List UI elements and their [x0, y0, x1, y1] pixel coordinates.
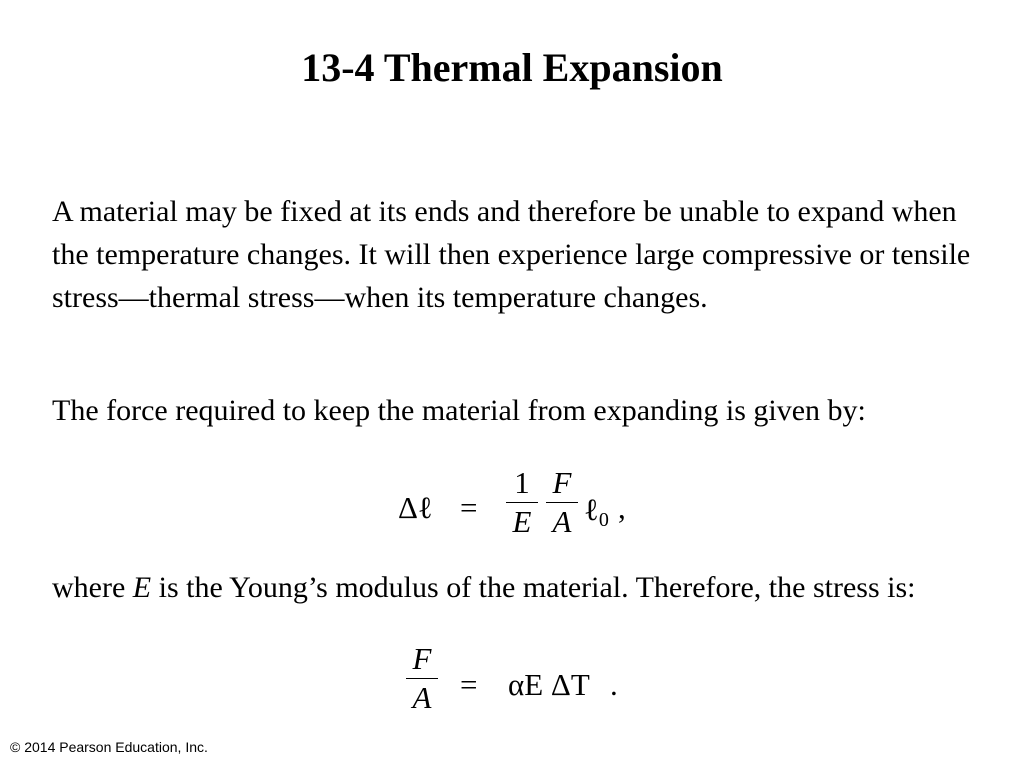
- equation2-fraction-f-over-a: [406, 642, 438, 715]
- p3-text-after: is the Young’s modulus of the material. Therefore, the stress is:: [151, 571, 916, 604]
- equation2-period: .: [610, 667, 618, 702]
- p3-text-before: where: [52, 571, 133, 604]
- equation1-ell-subscript: 0: [598, 509, 609, 531]
- equation1-fraction-f-over-a: [546, 466, 578, 539]
- equation2-equals: =: [460, 667, 478, 702]
- fraction-bar: [546, 502, 578, 503]
- paragraph-youngs-modulus: [52, 566, 982, 609]
- paragraph-force-required: The force required to keep the material from expanding is given by:: [52, 394, 866, 427]
- equation1-lhs: Δℓ: [398, 490, 433, 525]
- equation1-frac1-denominator: E: [512, 504, 532, 539]
- equation1-frac1-numerator: 1: [514, 465, 530, 500]
- equation1-fraction-one-over-e: [506, 466, 538, 539]
- p3-variable-e: E: [132, 571, 152, 604]
- equation1-ell: ℓ: [584, 492, 599, 527]
- equation2-rhs: αE ΔT: [508, 667, 590, 702]
- fraction-bar: [506, 502, 538, 503]
- equation1-frac2-numerator: F: [552, 465, 572, 500]
- equation2-numerator: F: [412, 641, 432, 676]
- equation1-initial-length: [584, 492, 609, 531]
- paragraph-thermal-stress: A material may be fixed at its ends and therefore be unable to expand when the temperature changes. It will then experience large compressive or tensile stress—thermal stress—when its temperature changes.: [52, 195, 971, 314]
- equation1-equals: =: [460, 490, 478, 525]
- equation1-comma: ,: [618, 490, 626, 525]
- fraction-bar: [406, 678, 438, 679]
- copyright-footer: © 2014 Pearson Education, Inc.: [10, 739, 208, 755]
- slide-title: 13-4 Thermal Expansion: [301, 45, 723, 90]
- equation2-denominator: A: [412, 680, 432, 715]
- equation1-frac2-denominator: A: [552, 504, 572, 539]
